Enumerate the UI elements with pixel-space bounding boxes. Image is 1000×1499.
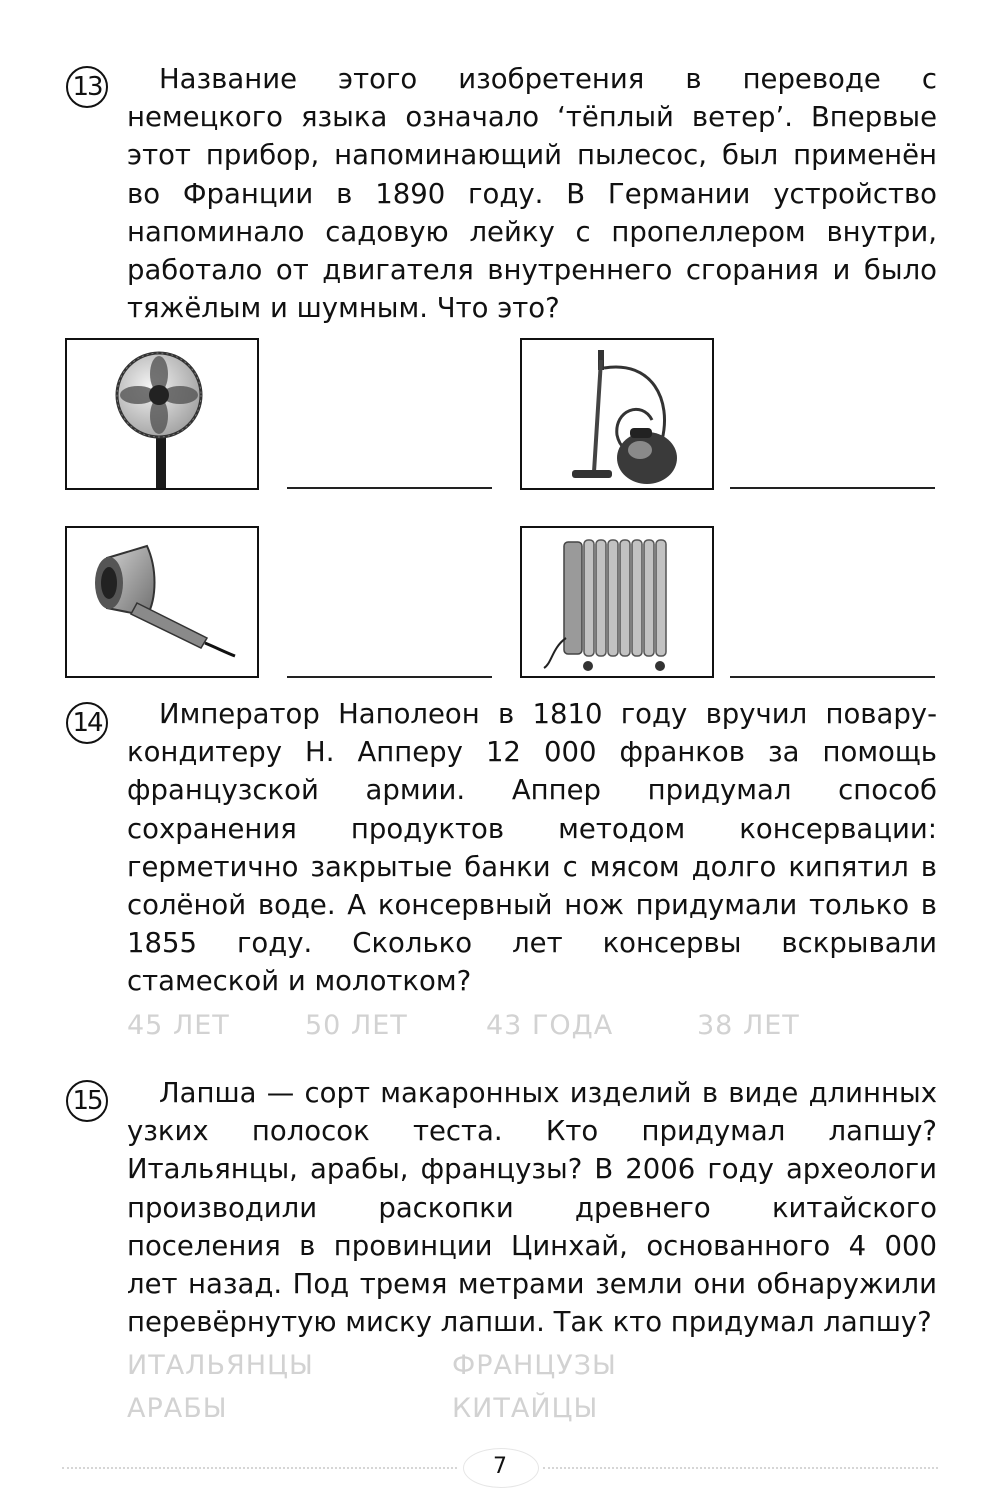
answer-line-heater[interactable] [730,676,935,678]
fan-icon [67,340,257,488]
vacuum-picture [520,338,714,490]
hair-dryer-icon [67,528,257,676]
q14-option-2[interactable]: 50 ЛЕТ [305,1010,408,1041]
question-15-number: 15 [66,1080,108,1122]
q14-option-3[interactable]: 43 ГОДА [486,1010,614,1041]
q14-option-4[interactable]: 38 ЛЕТ [697,1010,800,1041]
question-13-text: Название этого изобретения в переводе с немецкого языка означало ‘тёплый ветер’. Впервые этот прибор, напоминающий пылесос, был применён во Франции в 1890 году. В Германии устройство напоминало садовую лейку с пропеллером внутри, работало от двигателя внутреннего сгорания и было тяжёлым и шумным. Что это? [127,63,937,325]
heater-picture [520,526,714,678]
fan-picture [65,338,259,490]
answer-line-fan[interactable] [287,487,492,489]
q15-option-3[interactable]: АРАБЫ [127,1393,228,1424]
q15-option-2[interactable]: ФРАНЦУЗЫ [452,1350,617,1381]
footer-divider-left [62,1467,457,1469]
q15-option-1[interactable]: ИТАЛЬЯНЦЫ [127,1350,314,1381]
oil-heater-icon [522,528,712,676]
page-number: 7 [493,1454,507,1479]
footer-divider-right [543,1467,938,1469]
question-14-text: Император Наполеон в 1810 году вручил повару-кондитеру Н. Апперу 12 000 франков за помощь французской армии. Аппер придумал способ сохранения продуктов методом консервации: герметично закрытые банки с мясом долго кипятил в солёной воде. А консервный нож придумали только в 1855 году. Сколько лет консервы вскрывали стамеской и молотком? [127,698,937,998]
hair-dryer-picture [65,526,259,678]
q14-option-1[interactable]: 45 ЛЕТ [127,1010,230,1041]
question-15-text: Лапша — сорт макаронных изделий в виде длинных узких полосок теста. Кто придумал лапшу? Итальянцы, арабы, французы? В 2006 году археологи производили раскопки древнего китайского поселения в провинции Цинхай, основанного 4 000 лет назад. Под тремя метрами земли они обнаружили перевёрнутую миску лапши. Так кто придумал лапшу? [127,1077,937,1339]
vacuum-cleaner-icon [522,340,712,488]
answer-line-vacuum[interactable] [730,487,935,489]
q15-option-4[interactable]: КИТАЙЦЫ [452,1393,599,1424]
question-13-number: 13 [66,66,108,108]
answer-line-hair-dryer[interactable] [287,676,492,678]
question-14-number: 14 [66,702,108,744]
